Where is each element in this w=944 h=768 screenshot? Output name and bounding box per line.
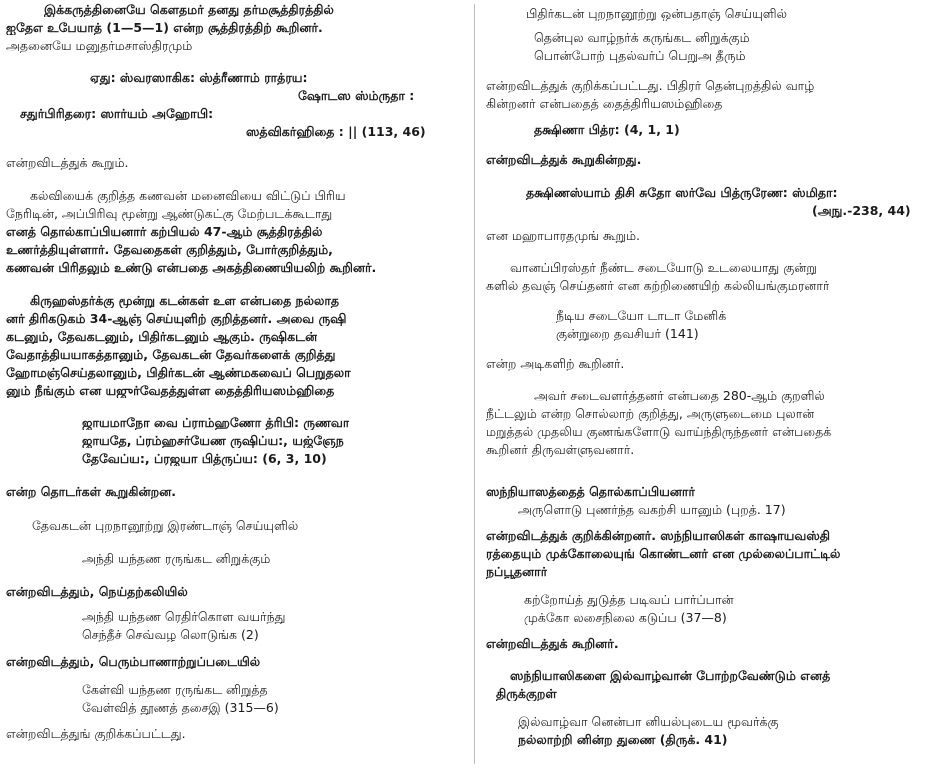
left-text-line: ஐதேஎ உபேயாத் (1—5—1) என்ற சூத்திரத்திற் கூறினர். [6,20,323,35]
left-text-line: என்றவிடத்துக் கூறும். [6,155,129,170]
right-text-line: நீட்டலும் என்ற சொல்லாற் குறித்து, அருளுடைமை புலான் [486,406,815,421]
right-text-line: நல்லாற்றி னின்ற துணை (திருக். 41) [518,732,728,747]
right-text-line: என மஹாபாரதமுங் கூறும். [486,228,641,243]
column-divider [474,4,475,764]
right-text-line: ரத்தையும் முக்கோலையுங் கொண்டனர் என முல்லைப்பாட்டில் [486,546,841,561]
right-text-line: என்றவிடத்துக் குறிக்கப்பட்டது. பிதிரர் தென்புறத்தில் வாழ் [486,78,815,93]
right-text-line: அவர் சடைவளர்த்தனர் என்பதை 280-ஆம் குறளில் [534,388,825,403]
left-text-line: னும் நீங்கும் என யஜுர்வேதத்துள்ள தைத்திரியஸம்ஹிதை [6,383,335,398]
right-text-line: இல்வாழ்வா னென்பா னியல்புடைய மூவர்க்கு [518,714,779,729]
right-text-line: கற்றோய்த் துடுத்த படிவப் பார்ப்பான் [524,592,734,607]
right-text-line: பிதிர்கடன் புறநானூற்று ஒன்பதாஞ் செய்யுளில் [526,6,787,21]
right-text-line: களில் தவஞ் செய்தனர் என கற்றிணையிற் கல்லியங்குமரனார் [486,278,830,293]
left-text-line: என்றவிடத்தும், நெய்தற்கலியில் [6,584,188,599]
left-text-line: தேவகடன் புறநானூற்று இரண்டாஞ் செய்யுளில் [32,518,299,533]
left-text-line: னர் திரிகடுகம் 34-ஆஞ் செய்யுளிற் குறித்தனர். அவை ருஷி [6,311,347,326]
right-text-line: தக்ஷிணா பித்ர: (4, 1, 1) [534,122,680,137]
right-text-line: என்ற அடிகளிற் கூறினர். [486,356,625,371]
right-text-line: தென்புல வாழ்நர்க் கருங்கட னிறுக்கும் [534,30,750,45]
left-text-line: செந்தீச் செவ்வழ லொடுங்க (2) [82,627,259,642]
right-text-line: நீடிய சடையோ டாடா மேனிக் [556,308,727,323]
left-text-line: கடனும், தேவகடனும், பிதிர்கடனும் ஆகும். ருஷிகடன் [6,329,318,344]
left-text-line: நேரிடின், அப்பிரிவு மூன்று ஆண்டுகட்கு மேற்படக்கூடாது [6,206,333,221]
right-text-line: பொன்போற் புதல்வர்ப் பெறுஅ தீரும் [534,48,746,63]
left-text-line: ஸத்விகர்ஹிதை : || (113, 46) [246,124,426,139]
left-text-line: உணர்த்தியுள்ளார். தேவதைகள் குறித்தும், போர்குறித்தும், [6,242,333,257]
left-text-line: ஏது: ஸ்வரஸாகிக: ஸ்த்ரீணாம் ராத்ரய: [90,70,308,85]
left-text-line: கல்வியைக் குறித்த கணவன் மனைவியை விட்டுப் பிரிய [30,188,346,203]
left-text-line: எனத் தொல்காப்பியனார் கற்பியல் 47-ஆம் சூத்திரத்தில் [6,224,323,239]
right-text-line: என்றவிடத்துக் கூறினர். [486,636,619,651]
left-text-line: தேவேப்ய:, ப்ரஜயா பித்ருப்ய: (6, 3, 10) [82,451,327,466]
left-text-line: கேள்வி யந்தண ரருங்கட னிறுத்த [82,682,268,697]
left-text-line: ஹோமஞ்செய்தலானும், பிதிர்கடன் ஆண்மகவைப் பெறுதலா [6,365,351,380]
left-text-line: அந்தி யந்தண ரெதிர்கொள வயர்ந்து [82,609,286,624]
right-text-line: என்றவிடத்துக் குறிக்கின்றனர். ஸந்நியாஸிகள் காஷாயவஸ்தி [486,528,831,543]
left-text-line: அதனையே மனுதர்மசாஸ்திரமும் [6,38,193,53]
right-text-line: அருளொடு புணர்ந்த வகற்சி யானும் (புறத். 17) [518,502,786,517]
right-text-line: ஸந்நியாஸத்தைத் தொல்காப்பியனார் [486,484,695,499]
left-text-line: என்றவிடத்துங் குறிக்கப்பட்டது. [6,726,186,741]
right-text-line: நப்பூதனார் [486,564,548,579]
right-text-line: முக்கோ லசைநிலை கடுப்ப (37—8) [524,610,727,625]
left-text-line: வேள்வித் தூணத் தசைஇ (315—6) [82,700,279,715]
right-text-line: மறுத்தல் முதலிய குணங்களோடு வாய்ந்திருந்தனர் என்பதைக் [486,424,832,439]
left-text-line: ஷோடஸ ஸ்ம்ருதா : [298,88,415,103]
left-text-line: ஜாயமாநோ வை ப்ராம்ஹணோ த்ரிபி: ருணவா [82,415,350,430]
right-text-line: என்றவிடத்துக் கூறுகின்றது. [486,152,642,167]
right-text-line: கூறினர் திருவள்ளுவனார். [486,442,635,457]
right-text-line: வானப்பிரஸ்தர் நீண்ட சடையோடு உடலையாது குன்று [510,260,817,275]
left-text-line: வேதாத்தியயாகத்தானும், தேவகடன் தேவர்களைக் குறித்து [6,347,336,362]
right-text-line: கின்றனர் என்பதைத் தைத்திரியஸம்ஹிதை [486,96,723,111]
left-text-line: அந்தி யந்தண ரருங்கட னிறுக்கும் [82,551,271,566]
right-text-line: தக்ஷிணஸ்யாம் திசி சுதோ ஸர்வே பித்ருரேண: ஸ்மிதா: [526,185,838,200]
left-text-line: கணவன் பிரிதலும் உண்டு என்பதை அகத்திணையியலிற் கூறினர். [6,260,377,275]
right-text-line: திருக்குறள் [496,686,557,701]
right-text-line: ஸந்நியாஸிகளை இல்வாழ்வான் போற்றவேண்டும் எனத் [510,668,831,683]
right-text-line: (அநு.-238, 44) [812,203,911,218]
left-text-line: ஜாயதே, ப்ரம்ஹசர்யேண ருஷிப்ய:, யஜ்ஞேந [82,433,344,448]
left-text-line: என்ற தொடர்கள் கூறுகின்றன. [6,484,176,499]
left-text-line: என்றவிடத்தும், பெரும்பாணாற்றுப்படையில் [6,654,261,669]
left-text-line: சதுர்பிரிதரை: ஸார்யம் அஹோபி: [20,106,214,121]
right-text-line: குன்றுறை தவசியர் (141) [556,326,699,341]
left-text-line: இக்கருத்தினையே கௌதமர் தனது தர்மசூத்திரத்தில் [44,2,334,17]
left-text-line: கிருஹஸ்தர்க்கு மூன்று கடன்கள் உள என்பதை நல்லாத [30,293,340,308]
